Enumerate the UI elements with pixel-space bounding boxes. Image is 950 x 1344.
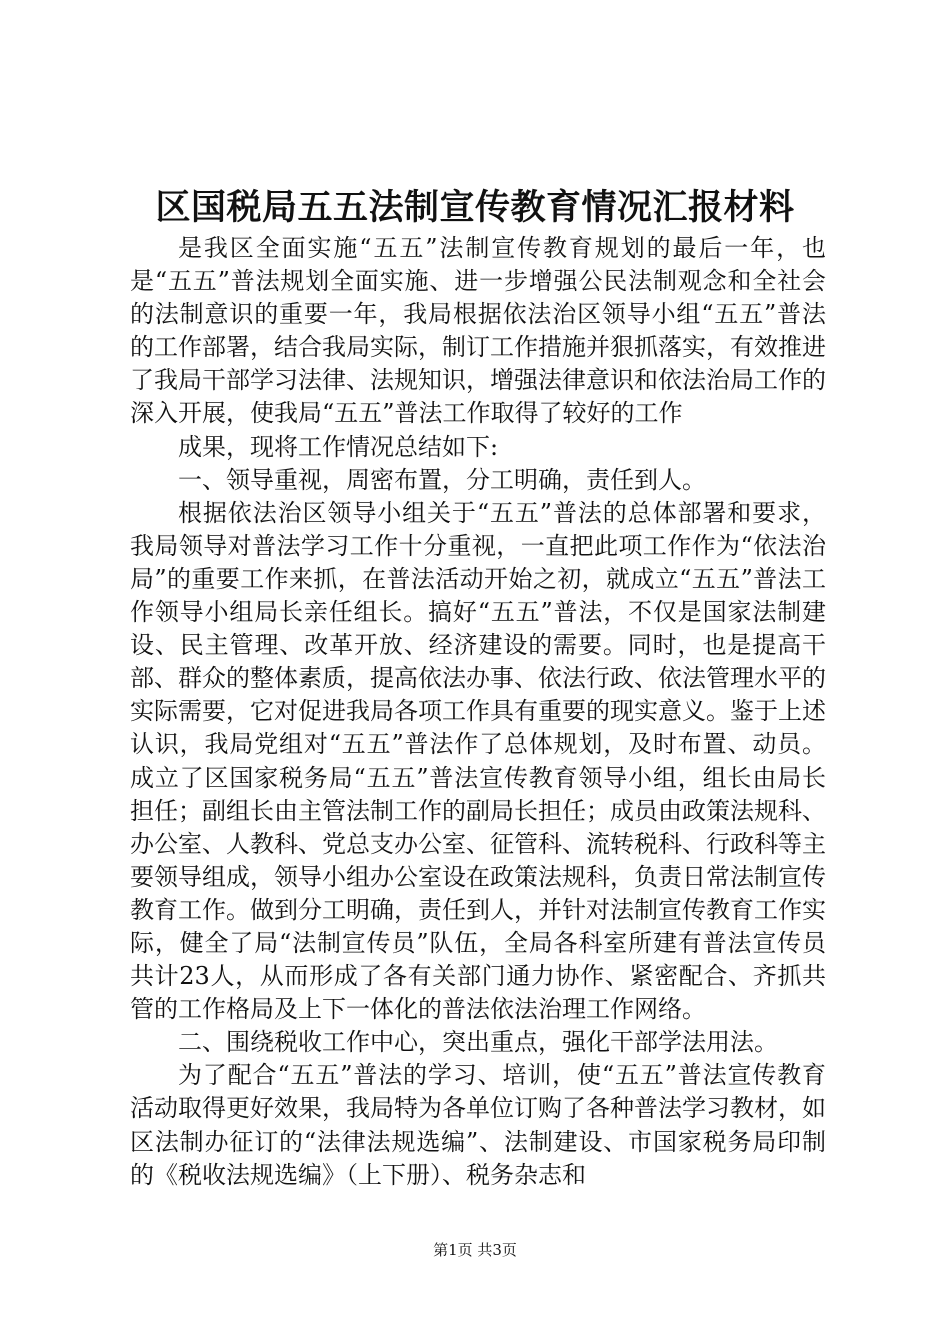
paragraph: 是我区全面实施“五五”法制宣传教育规划的最后一年，也是“五五”普法规划全面实施、进一步增强公民法制观念和全社会的法制意识的重要一年，我局根据依法治区领导小组“五五”普法的工作部署，结合我局实际，制订工作措施并狠抓落实，有效推进了我局干部学习法律、法规知识，增强法律意识和依法治局工作的深入开展，使我局“五五”普法工作取得了较好的工作 — [130, 234, 826, 428]
page-number-footer: 第1页 共3页 — [433, 1241, 517, 1259]
section-heading: 一、领导重视，周密布置，分工明确，责任到人。 — [178, 465, 706, 494]
document-body — [130, 232, 826, 1192]
paragraph: 为了配合“五五”普法的学习、培训，使“五五”普法宣传教育活动取得更好效果，我局特为各单位订购了各种普法学习教材，如区法制办征订的“法律法规选编”、法制建设、市国家税务局印制的《税收法规选编》（上下册）、税务杂志和 — [130, 1061, 826, 1189]
document-title: 区国税局五五法制宣传教育情况汇报材料 — [155, 187, 795, 228]
paragraph: 成果，现将工作情况总结如下: — [178, 432, 499, 461]
paragraph: 根据依法治区领导小组关于“五五”普法的总体部署和要求，我局领导对普法学习工作十分重视，一直把此项工作作为“依法治局”的重要工作来抓，在普法活动开始之初，就成立“五五”普法工作领导小组局长亲任组长。搞好“五五”普法，不仅是国家法制建设、民主管理、改革开放、经济建设的需要。同时，也是提高干部、群众的整体素质，提高依法办事、依法行政、依法管理水平的实际需要，它对促进我局各项工作具有重要的现实意义。鉴于上述认识，我局党组对“五五”普法作了总体规划，及时布置、动员。成立了区国家税务局“五五”普法宣传教育领导小组，组长由局长担任；副组长由主管法制工作的副局长担任；成员由政策法规科、办公室、人教科、党总支办公室、征管科、流转税科、行政科等主要领导组成，领导小组办公室设在政策法规科，负责日常法制宣传教育工作。做到分工明确，责任到人，并针对法制宣传教育工作实际，健全了局“法制宣传员”队伍，全局各科室所建有普法宣传员共计23人，从而形成了各有关部门通力协作、紧密配合、齐抓共管的工作格局及上下一体化的普法依法治理工作网络。 — [130, 498, 826, 1024]
section-heading: 二、围绕税收工作中心，突出重点，强化干部学法用法。 — [178, 1028, 778, 1057]
